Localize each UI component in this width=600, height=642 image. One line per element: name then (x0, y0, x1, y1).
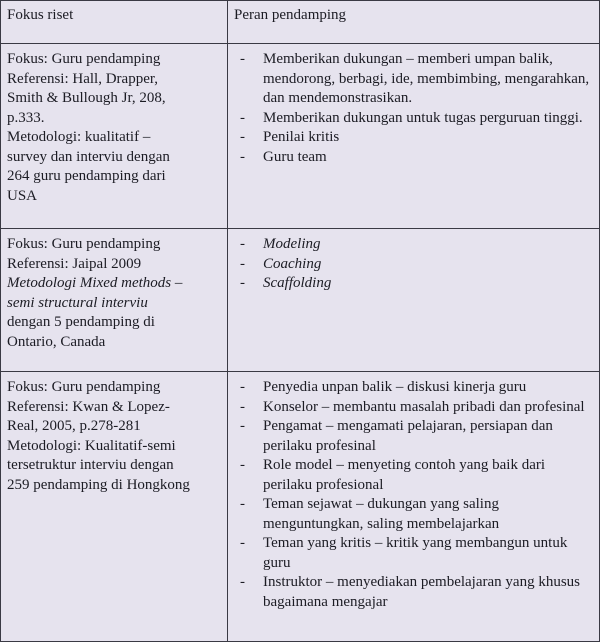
role-list (234, 378, 593, 612)
list-item: - Konselor – membantu masalah pribadi dan profesinal (234, 398, 593, 418)
list-item: - Memberikan dukungan – memberi umpan balik, mendorong, berbagi, ide, membimbing, mengarahkan, dan mendemonstrasikan. (234, 50, 593, 109)
meta-line: Ontario, Canada (7, 333, 106, 350)
list-item: - Pengamat – mengamati pelajaran, persiapan dan perilaku profesinal (234, 417, 593, 456)
meta-line: tersetruktur interviu dengan (7, 457, 174, 473)
mentor-roles-cell (228, 44, 600, 229)
header-peran-pendamping: Peran pendamping (228, 1, 600, 44)
meta-line: USA (7, 187, 38, 204)
list-item: - Scaffolding (234, 274, 593, 294)
list-item: - Modeling (234, 235, 593, 255)
list-item: - Role model – menyeting contoh yang baik dari perilaku profesional (234, 456, 593, 495)
mentor-roles-cell (228, 372, 600, 642)
header-row (1, 1, 600, 44)
meta-line: 259 pendamping di Hongkong (7, 476, 190, 493)
table-row (1, 44, 600, 229)
table-row (1, 229, 600, 372)
meta-line: 264 guru pendamping dari (7, 168, 166, 184)
list-item: - Teman yang kritis – kritik yang membangun untuk guru (234, 534, 593, 573)
meta-line: semi structural interviu (7, 294, 148, 311)
research-focus-cell (1, 372, 228, 642)
meta-line: Fokus: Guru pendamping (7, 236, 161, 252)
list-item: - Guru team (234, 148, 593, 168)
meta-line: survey dan interviu dengan (7, 148, 170, 165)
list-item: - Instruktor – menyediakan pembelajaran yang khusus bagaimana mengajar (234, 573, 593, 612)
meta-line: Referensi: Kwan & Lopez- (7, 398, 170, 415)
list-item: - Memberikan dukungan untuk tugas perguruan tinggi. (234, 109, 593, 129)
meta-line: Referensi: Jaipal 2009 (7, 255, 142, 272)
meta-line: Metodologi: Kualitatif-semi (7, 437, 176, 454)
meta-line: Metodologi Mixed methods – (7, 275, 183, 291)
mentor-roles-cell (228, 229, 600, 372)
meta-line: dengan 5 pendamping di (7, 314, 155, 330)
list-item: - Penyedia unpan balik – diskusi kinerja guru (234, 378, 593, 398)
table-row (1, 372, 600, 642)
list-item: - Teman sejawat – dukungan yang saling menguntungkan, saling membelajarkan (234, 495, 593, 534)
meta-line: p.333. (7, 109, 45, 126)
role-list (234, 235, 593, 294)
role-list (234, 50, 593, 167)
meta-line: Smith & Bullough Jr, 208, (7, 90, 166, 106)
meta-line: Real, 2005, p.278-281 (7, 418, 141, 434)
list-item: - Penilai kritis (234, 128, 593, 148)
header-fokus-riset: Fokus riset (1, 1, 228, 44)
meta-line: Fokus: Guru pendamping (7, 379, 161, 395)
meta-line: Metodologi: kualitatif – (7, 129, 151, 145)
meta-line: Fokus: Guru pendamping (7, 51, 161, 67)
research-focus-cell (1, 44, 228, 229)
research-focus-cell (1, 229, 228, 372)
list-item: - Coaching (234, 255, 593, 275)
meta-line: Referensi: Hall, Drapper, (7, 70, 159, 87)
